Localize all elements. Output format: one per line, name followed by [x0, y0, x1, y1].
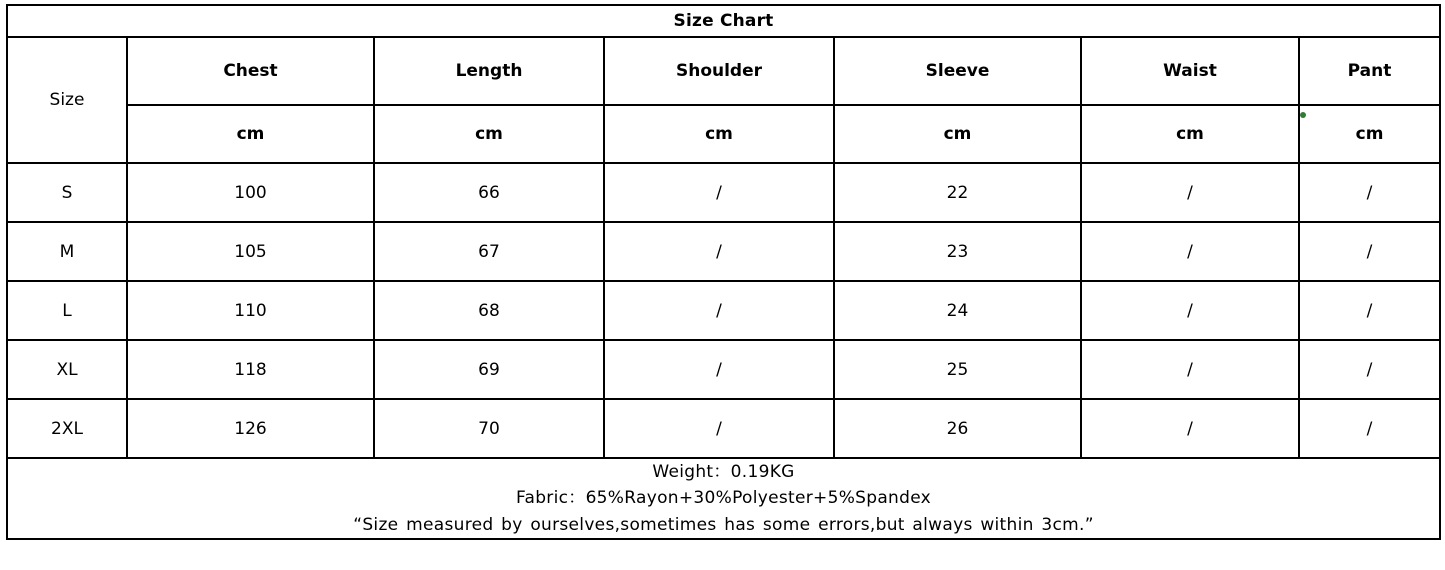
- column-header-waist: Waist: [1081, 37, 1299, 105]
- table-row: [7, 399, 1440, 458]
- table-row: [7, 222, 1440, 281]
- table-row: [7, 340, 1440, 399]
- unit-header-length: cm: [374, 105, 604, 163]
- unit-header-sleeve: cm: [834, 105, 1081, 163]
- cell-length: 67: [374, 222, 604, 281]
- cell-shoulder: /: [604, 163, 834, 222]
- cell-pant: /: [1299, 340, 1440, 399]
- page-title: Size Chart: [7, 5, 1440, 37]
- column-header-length: Length: [374, 37, 604, 105]
- cell-waist: /: [1081, 222, 1299, 281]
- green-dot-marker: [1300, 112, 1306, 118]
- column-header-shoulder: Shoulder: [604, 37, 834, 105]
- cell-sleeve: 22: [834, 163, 1081, 222]
- cell-sleeve: 26: [834, 399, 1081, 458]
- cell-chest: 105: [127, 222, 374, 281]
- cell-pant: /: [1299, 222, 1440, 281]
- unit-header-shoulder: cm: [604, 105, 834, 163]
- cell-size: S: [7, 163, 127, 222]
- unit-header-waist: cm: [1081, 105, 1299, 163]
- cell-chest: 110: [127, 281, 374, 340]
- cell-chest: 100: [127, 163, 374, 222]
- table-header-row-unit: [7, 105, 1440, 163]
- cell-shoulder: /: [604, 399, 834, 458]
- cell-length: 70: [374, 399, 604, 458]
- footer-measure-note: “Size measured by ourselves,sometimes has some errors,but always within 3cm.”: [353, 514, 1094, 535]
- cell-length: 66: [374, 163, 604, 222]
- cell-waist: /: [1081, 340, 1299, 399]
- table-title-row: [7, 5, 1440, 37]
- cell-pant: /: [1299, 281, 1440, 340]
- table-row: [7, 163, 1440, 222]
- cell-size: M: [7, 222, 127, 281]
- unit-header-chest: cm: [127, 105, 374, 163]
- cell-sleeve: 24: [834, 281, 1081, 340]
- cell-waist: /: [1081, 281, 1299, 340]
- table-row: [7, 281, 1440, 340]
- column-header-sleeve: Sleeve: [834, 37, 1081, 105]
- cell-length: 68: [374, 281, 604, 340]
- cell-pant: /: [1299, 399, 1440, 458]
- cell-shoulder: /: [604, 340, 834, 399]
- cell-chest: 118: [127, 340, 374, 399]
- cell-waist: /: [1081, 163, 1299, 222]
- cell-chest: 126: [127, 399, 374, 458]
- cell-size: L: [7, 281, 127, 340]
- table-header-row-metric: [7, 37, 1440, 105]
- column-header-pant: Pant: [1299, 37, 1440, 105]
- cell-waist: /: [1081, 399, 1299, 458]
- column-header-chest: Chest: [127, 37, 374, 105]
- table-footer-row: [7, 458, 1440, 539]
- size-chart-table: [6, 4, 1441, 540]
- unit-header-pant: cm: [1299, 105, 1440, 163]
- footer-notes: [7, 458, 1440, 539]
- cell-sleeve: 25: [834, 340, 1081, 399]
- cell-size: 2XL: [7, 399, 127, 458]
- cell-sleeve: 23: [834, 222, 1081, 281]
- cell-pant: /: [1299, 163, 1440, 222]
- footer-fabric: Fabric：65%Rayon+30%Polyester+5%Spandex: [515, 488, 932, 509]
- column-header-size: Size: [7, 37, 127, 163]
- footer-weight: Weight：0.19KG: [652, 462, 795, 482]
- cell-shoulder: /: [604, 222, 834, 281]
- cell-size: XL: [7, 340, 127, 399]
- cell-shoulder: /: [604, 281, 834, 340]
- cell-length: 69: [374, 340, 604, 399]
